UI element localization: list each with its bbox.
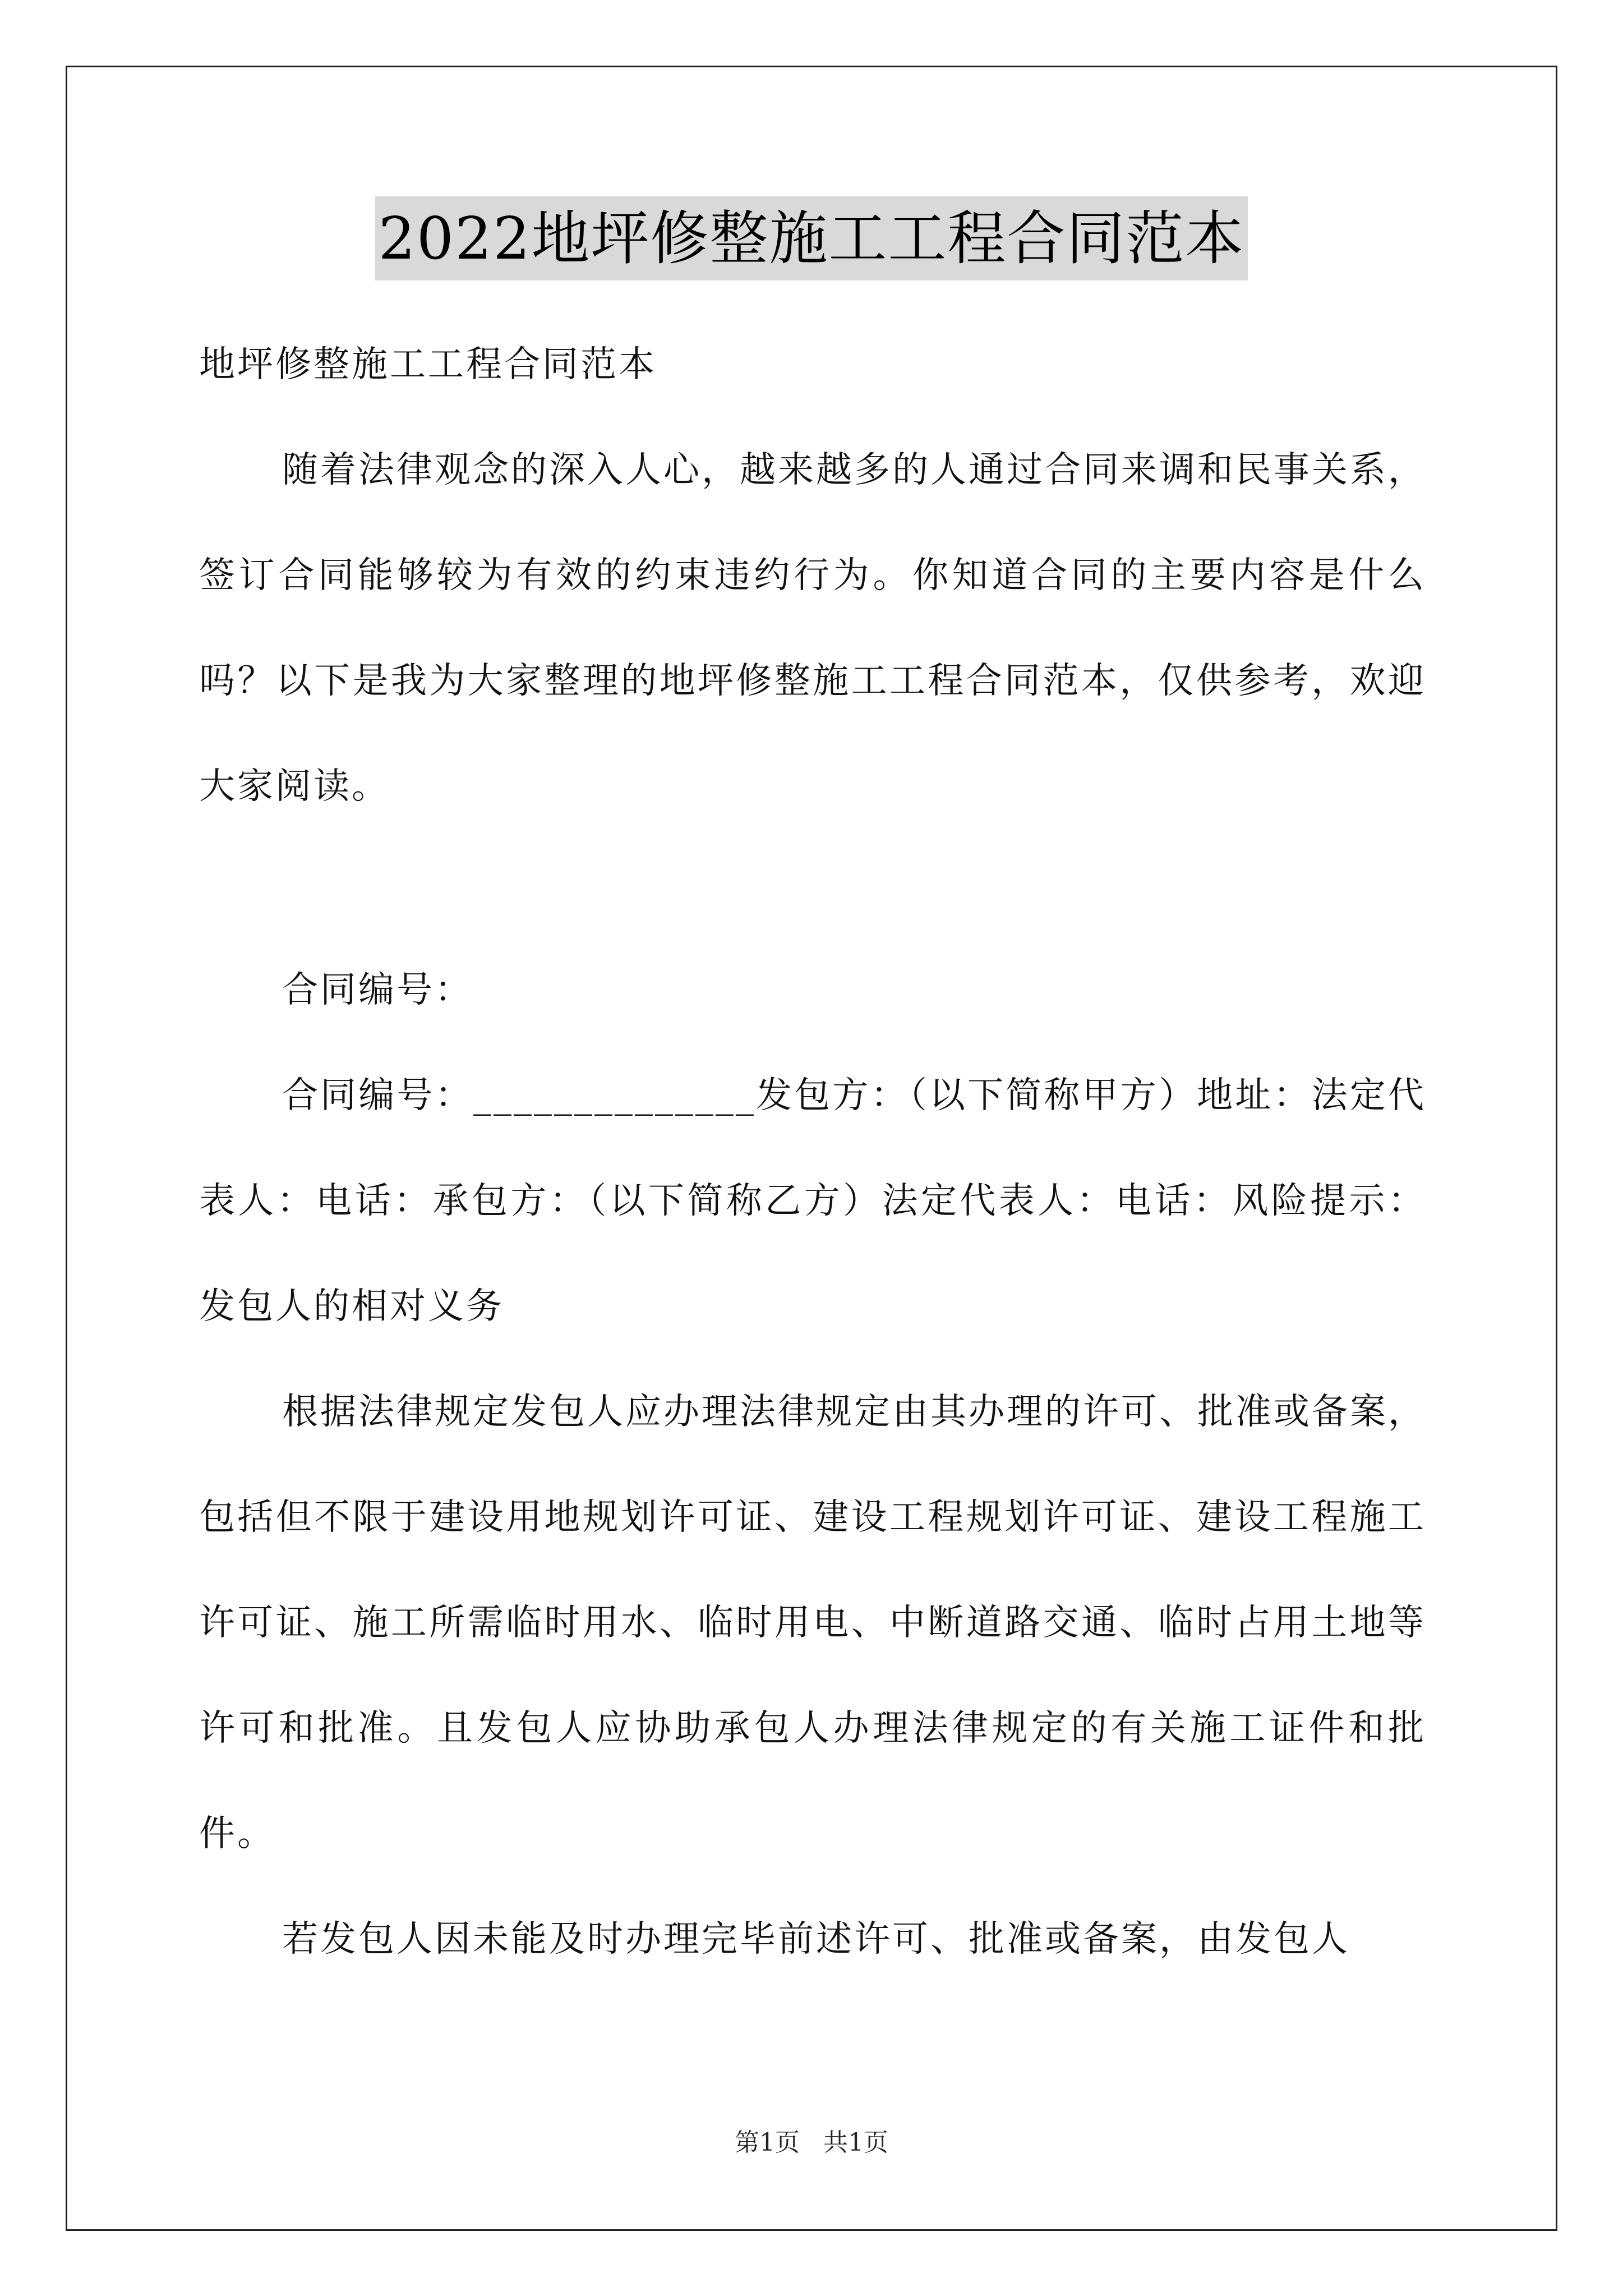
document-subtitle: 地坪修整施工工程合同范本	[199, 344, 657, 385]
page-footer	[0, 2126, 1623, 2160]
document-body	[199, 312, 1426, 1992]
page-number: 第1页 共1页	[735, 2128, 888, 2157]
contract-number-label: 合同编号：	[282, 969, 473, 1011]
title-container	[0, 196, 1623, 280]
document-title: 2022地坪修整施工工程合同范本	[375, 196, 1248, 280]
contract-parties-paragraph: 合同编号：______________发包方：（以下简称甲方）地址：法定代表人：电话：承包方：（以下简称乙方）法定代表人：电话：风险提示：发包人的相对义务	[199, 1075, 1426, 1327]
intro-paragraph: 随着法律观念的深入人心，越来越多的人通过合同来调和民事关系，签订合同能够较为有效的约束违约行为。你知道合同的主要内容是什么吗？以下是我为大家整理的地坪修整施工工程合同范本，仅供参考，欢迎大家阅读。	[199, 449, 1426, 807]
paragraph-spacer	[199, 839, 1426, 937]
permits-paragraph: 根据法律规定发包人应办理法律规定由其办理的许可、批准或备案，包括但不限于建设用地规划许可证、建设工程规划许可证、建设工程施工许可证、施工所需临时用水、临时用电、中断道路交通、临时占用土地等许可和批准。且发包人应协助承包人办理法律规定的有关施工证件和批件。	[199, 1391, 1426, 1855]
delay-paragraph: 若发包人因未能及时办理完毕前述许可、批准或备案，由发包人	[282, 1918, 1350, 1960]
